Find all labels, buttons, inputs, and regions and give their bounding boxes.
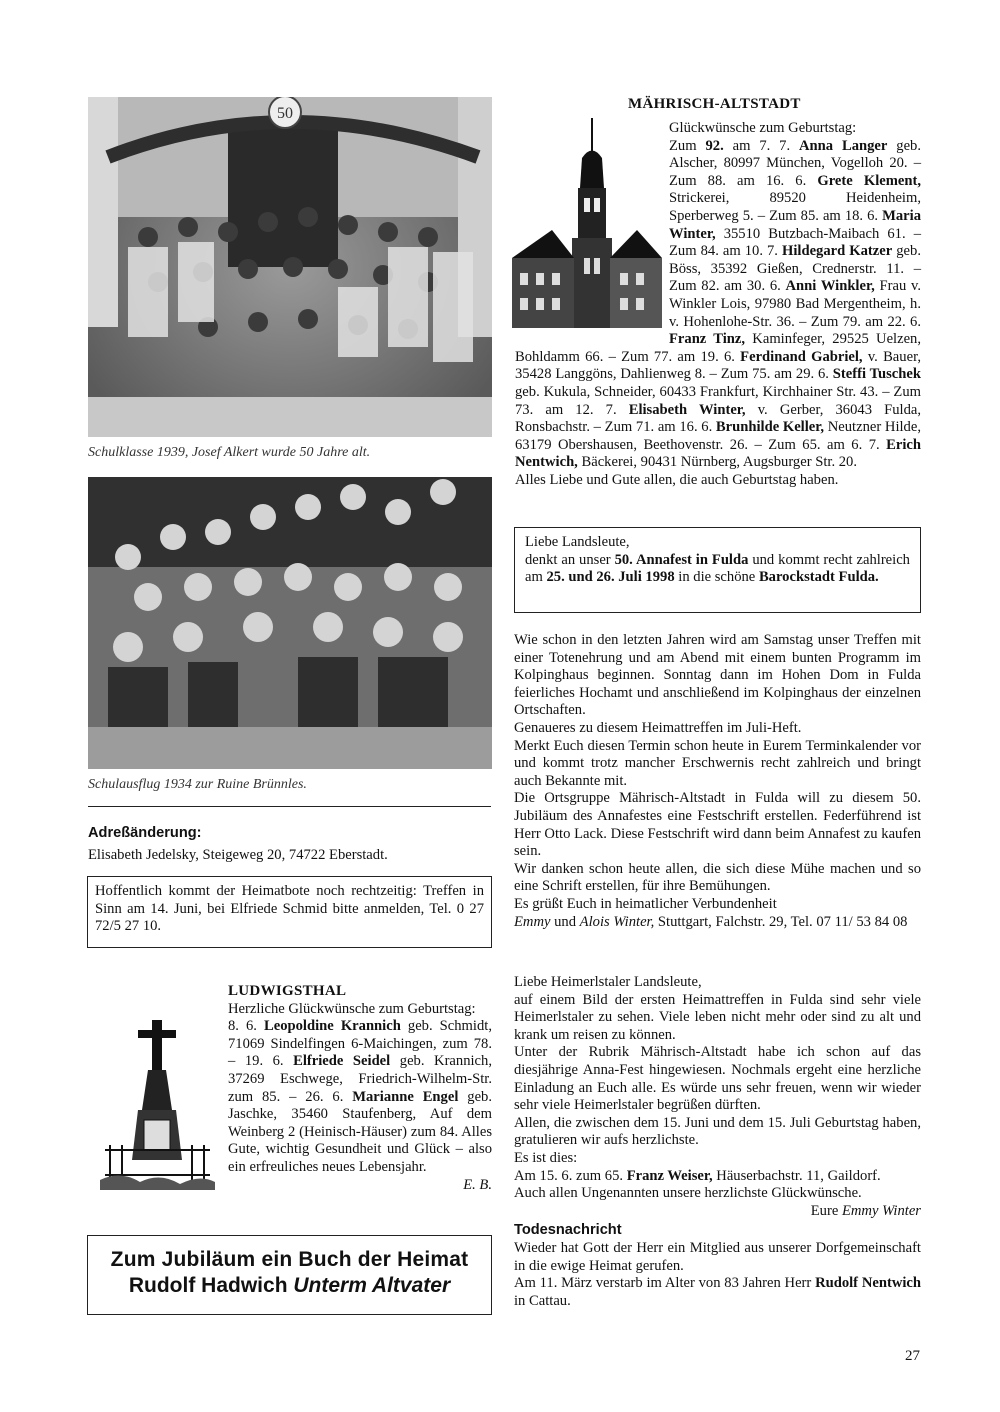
maehrisch-heading: MÄHRISCH-ALTSTADT bbox=[628, 96, 801, 112]
heimerlstal-section bbox=[514, 974, 921, 1310]
photo-caption-middle: Schulausflug 1934 zur Ruine Brünnles. bbox=[88, 777, 307, 792]
book-box bbox=[87, 1235, 492, 1315]
treffen-signature: Emmy und Alois Winter, Stuttgart, Falchstr. 29, Tel. 07 11/ 53 84 08 bbox=[514, 913, 908, 930]
heimerlstal-p7: Auch allen Ungenannten unsere herzlichste Glückwünsche. bbox=[514, 1185, 862, 1202]
adress-text: Elisabeth Jedelsky, Steigeweg 20, 74722 Eberstadt. bbox=[88, 847, 388, 863]
adress-heading: Adreßänderung: bbox=[88, 825, 202, 841]
treffen-p1: Wie schon in den letzten Jahren wird am Samstag unser Treffen mit einer Totenehrung und am Abend mit einem bunten Programm im Kolpinghaus beginnen. Sonntag dann im Hohen Dom in Fulda feierliches Hochamt und anschließend im Kolpinghaus der einzelnen Ortschaften. bbox=[514, 632, 921, 719]
todes-heading: Todesnachricht bbox=[514, 1222, 622, 1239]
ludwigsthal-intro: Herzliche Glückwünsche zum Geburtstag: bbox=[228, 1000, 476, 1017]
page-number: 27 bbox=[905, 1348, 920, 1364]
heimerlstal-p6: Am 15. 6. zum 65. Franz Weiser, Häuserbachstr. 11, Gaildorf. bbox=[514, 1167, 881, 1184]
heimerlstal-p3: Unter der Rubrik Mährisch-Altstadt habe ich schon auf das diesjährige Anna-Fest hingewiesen. Nochmals ergeht eine herzliche Einladung an Euch alle. Es würde uns sehr freuen, wenn wir wieder sehr viele Heimerlstaler begrüßen dürften. bbox=[514, 1044, 921, 1114]
divider bbox=[88, 806, 491, 807]
hoffentlich-text: Hoffentlich kommt der Heimatbote noch rechtzeitig: Treffen in Sinn am 14. Juni, bei Elfriede Schmid bitte anmelden, Tel. 0 27 72/5 27 10. bbox=[95, 883, 484, 935]
book-line-2: Rudolf Hadwich Unterm Altvater bbox=[128, 1274, 451, 1297]
heimerlstal-p2: auf einem Bild der ersten Heimattreffen in Fulda sind sehr viele Heimerlstaler zu sehen. Viele leben nicht mehr oder sind zu alt und krank um reisen zu können. bbox=[514, 991, 921, 1043]
photo-caption-top: Schulklasse 1939, Josef Alkert wurde 50 Jahre alt. bbox=[88, 445, 371, 460]
maehrisch-birthdays: Zum 92. am 7. 7. Anna Langer geb. Alscher, 80997 München, Vogelloh 20. – Zum 88. am 16. 6. Grete Klement, Strickerei, 89520 Heidenheim, Sperberweg 5. – Zum 85. am 18. 6. Maria Winter, 35510 Butzbach-Maibach 61. – Zum 84. am 10. 7. Hildegard Katzer geb. Böss, 35392 Gießen, Crednerstr. 11. – Zum 82. am 30. 6. Anni Winkler, Frau v. Winkler Lois, 97980 Bad Mergentheim, h. v. Hohenlohe-Str. 36. – Zum 79. am 22. 6. Franz Tinz, Kaminfeger, 29525 Uelzen, Bohldamm 66. – Zum 77. am 19. 6. Ferdinand Gabriel, v. Bauer, 35428 Langgöns, Dahlienweg 8. – Zum 75. am 29. 6. Steffi Tuschek geb. Kukula, Schneider, 60433 Frankfurt, Kirchhainer Str. 43. – Zum 73. am 12. 7. Elisabeth Winter, v. Gerber, 36043 Fulda, Ronsbachstr. – Zum 71. am 16. 6. Brunhilde Keller, Neutzner Hilde, 63179 Obershausen, Beethovenstr. 26. – Zum 65. am 6. 7. Erich Nentwich, Bäckerei, 90431 Nürnberg, Augsburger Str. 20. bbox=[515, 137, 922, 471]
annafest-greeting: Liebe Landsleute, bbox=[525, 534, 630, 550]
annafest-text: denkt an unser 50. Annafest in Fulda und kommt recht zahlreich am 25. und 26. Juli 1998 in die schöne Barockstadt Fulda. bbox=[525, 551, 910, 586]
photo-school-trip-1934 bbox=[88, 477, 492, 769]
ludwigsthal-entries: 8. 6. Leopoldine Krannich geb. Schmidt, 71069 Sindelfingen 6-Maichingen, zum 78. – 19. 6. Elfriede Seidel geb. Krannich, 37269 Eschwege, Friedrich-Wilhelm-Str. zum 85. – 26. 6. Marianne Engel geb. Jaschke, 35460 Staufenberg, Auf dem Weinberg 2 (Heinisch-Häuser) zum 84. Alles Gute, wichtig Gesundheit und Glück – also ein erfreuliches neues Lebensjahr. bbox=[228, 1018, 493, 1175]
treffen-section bbox=[514, 632, 921, 931]
treffen-p3: Merkt Euch diesen Termin schon heute in Eurem Terminkalender vor und kommt trotz mancher Erschwernis recht zahlreich und bringt auch Bekannte mit. bbox=[514, 737, 921, 789]
maehrisch-body bbox=[515, 120, 921, 489]
annafest-box bbox=[514, 527, 921, 613]
heimerlstal-p5: Es ist dies: bbox=[514, 1149, 578, 1166]
todes-t1: Wieder hat Gott der Herr ein Mitglied aus unserer Dorfgemeinschaft in die ewige Heimat gerufen. bbox=[514, 1239, 921, 1274]
treffen-p2: Genaueres zu diesem Heimattreffen im Juli-Heft. bbox=[514, 719, 802, 736]
maehrisch-intro: Glückwünsche zum Geburtstag: bbox=[669, 120, 857, 136]
book-line-1: Zum Jubiläum ein Buch der Heimat bbox=[110, 1248, 469, 1271]
heimerlstal-signature: Eure Emmy Winter bbox=[810, 1202, 921, 1219]
heimerlstal-greeting: Liebe Heimerlstaler Landsleute, bbox=[514, 974, 702, 990]
treffen-p5: Wir danken schon heute allen, die sich diese Mühe machen und so eine Schrift erstellen, für ihre Bemühungen. bbox=[514, 860, 921, 895]
treffen-p6: Es grüßt Euch in heimatlicher Verbundenheit bbox=[514, 895, 777, 912]
heimerlstal-p4: Allen, die zwischen dem 15. Juni und dem 15. Juli Geburtstag haben, gratulieren wir aufs herzlichste. bbox=[514, 1114, 921, 1149]
treffen-p4: Die Ortsgruppe Mährisch-Altstadt in Fulda will zu diesem 50. Jubiläum des Annafestes eine Festschrift erstellen. Federführend ist Herr Otto Lack. Diese Festschrift wird dann beim Annafest zu kaufen sein. bbox=[514, 790, 921, 860]
monument-illustration bbox=[100, 1000, 215, 1190]
hoffentlich-box bbox=[87, 876, 492, 948]
ludwigsthal-heading: LUDWIGSTHAL bbox=[228, 983, 347, 999]
maehrisch-closing: Alles Liebe und Gute allen, die auch Geburtstag haben. bbox=[515, 471, 839, 488]
photo-school-class-1939 bbox=[88, 97, 492, 437]
ludwigsthal-signature: E. B. bbox=[463, 1176, 492, 1193]
photo-sign-number: 50 bbox=[277, 105, 293, 122]
todes-t2: Am 11. März verstarb im Alter von 83 Jahren Herr Rudolf Nentwich in Cattau. bbox=[514, 1275, 922, 1309]
ludwigsthal-section bbox=[228, 983, 492, 1194]
